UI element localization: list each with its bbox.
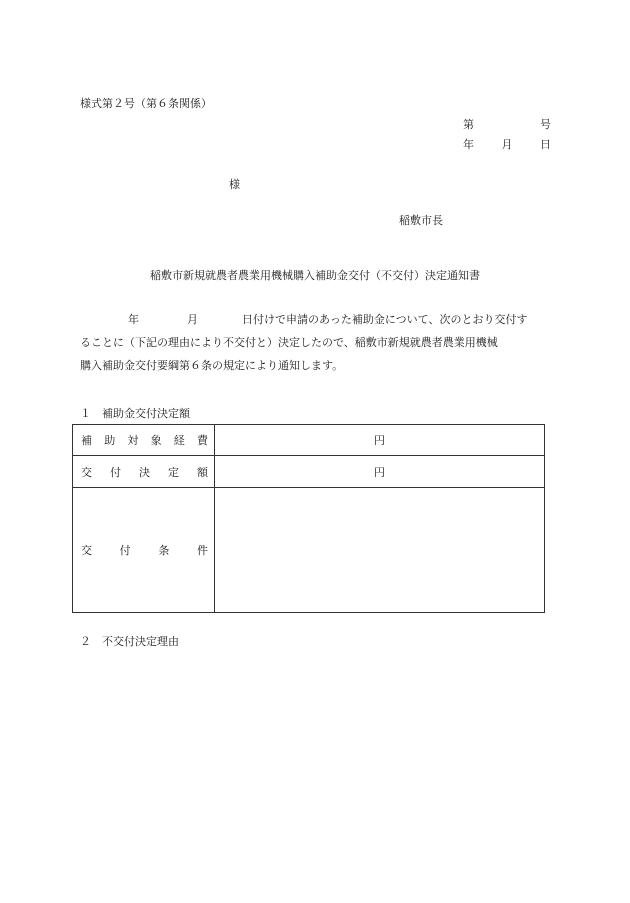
label-char: 付 [110, 465, 121, 479]
form-number: 様式第２号（第６条関係） [80, 97, 212, 110]
label-char: 定 [168, 465, 179, 479]
row-value: 円 [374, 434, 385, 447]
label-char: 額 [197, 465, 208, 479]
body-line-3: 購入補助金交付要綱第６条の規定により通知します。 [80, 359, 344, 372]
date-year: 年 [463, 138, 474, 151]
date-month: 月 [501, 138, 513, 151]
row-value [215, 488, 544, 612]
body-month: 月 [187, 313, 198, 326]
row-label [73, 425, 215, 455]
document-number [463, 119, 551, 130]
row-value: 円 [374, 465, 385, 479]
body-line-1-text: 日付けで申請のあった補助金について、次のとおり交付す [242, 313, 528, 326]
label-char: 交 [81, 465, 92, 479]
row-label [73, 456, 215, 487]
addressee-honorific: 様 [229, 178, 240, 191]
document-title: 稲敷市新規就農者農業用機械購入補助金交付（不交付）決定通知書 [150, 269, 480, 282]
table-row [73, 487, 544, 612]
label-char: 件 [196, 544, 208, 557]
label-char: 交 [81, 544, 92, 557]
body-line-1 [80, 308, 552, 331]
section-2-heading: ２ 不交付決定理由 [80, 635, 179, 648]
document-number-suffix: 号 [540, 118, 551, 131]
label-char: 象 [150, 434, 162, 447]
body-year: 年 [128, 313, 139, 326]
body-line-2: ることに（下記の理由により不交付と）決定したので、稲敷市新規就農者農業用機械 [80, 336, 498, 349]
table-row [73, 455, 544, 487]
label-char: 条 [158, 544, 170, 557]
document-number-prefix: 第 [463, 118, 474, 131]
label-char: 助 [104, 434, 116, 447]
label-char: 費 [196, 434, 208, 447]
row-label [73, 488, 215, 612]
grant-amount-table [72, 424, 545, 613]
body-paragraph [80, 308, 552, 377]
label-char: 決 [139, 465, 150, 479]
sender-name: 稲敷市長 [399, 214, 443, 227]
table-row [73, 425, 544, 455]
section-1-heading: １ 補助金交付決定額 [80, 407, 190, 420]
date-day: 日 [540, 138, 551, 151]
label-char: 対 [127, 434, 139, 447]
label-char: 補 [81, 434, 92, 447]
label-char: 経 [173, 434, 185, 447]
label-char: 付 [119, 544, 131, 557]
issue-date [463, 139, 551, 150]
